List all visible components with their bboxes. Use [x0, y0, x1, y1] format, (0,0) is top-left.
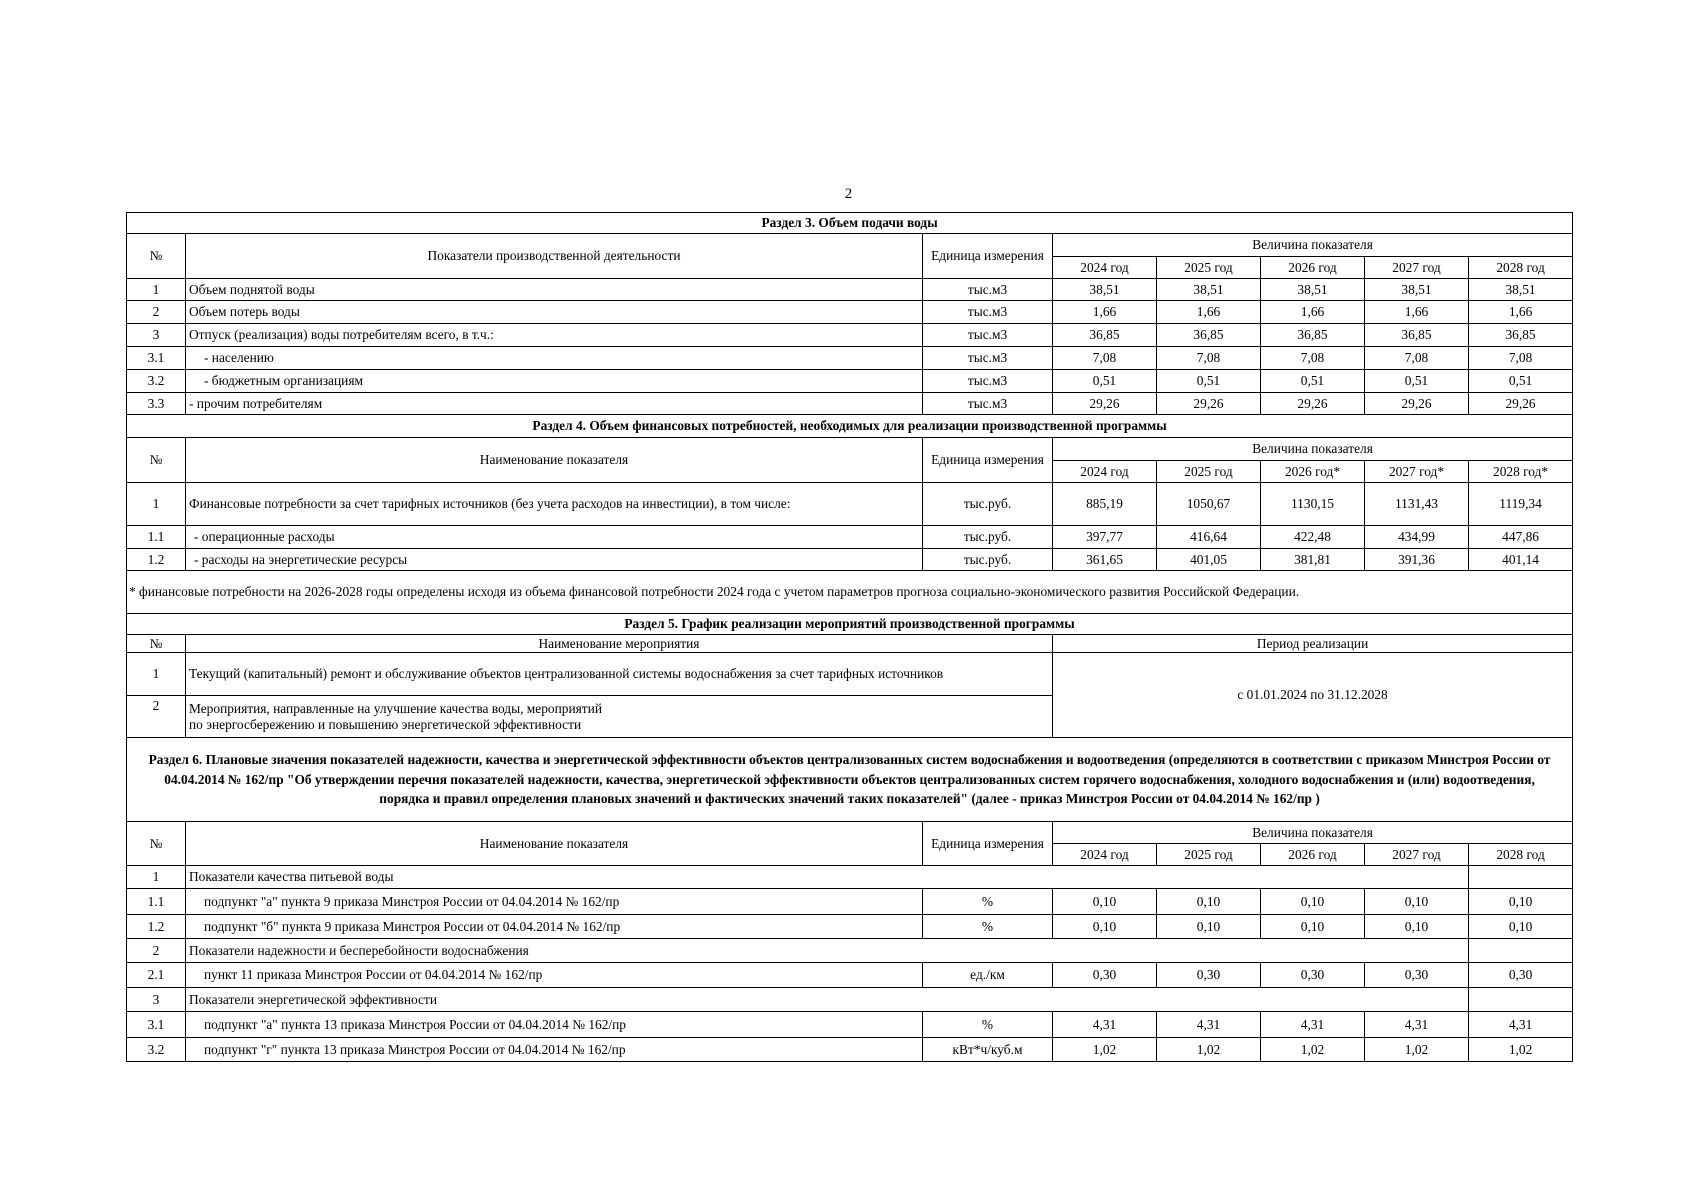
group-num: 1 — [127, 866, 186, 889]
row-name: подпункт "а" пункта 9 приказа Минстроя России от 04.04.2014 № 162/пр — [186, 889, 923, 915]
sec4-col-num: № — [127, 438, 186, 483]
row-num: 1.2 — [127, 549, 186, 571]
row-value: 0,10 — [1469, 889, 1573, 915]
table-row — [127, 370, 1573, 393]
sec3-col-unit: Единица измерения — [923, 234, 1053, 279]
row-value: 38,51 — [1365, 279, 1469, 301]
row-value: 29,26 — [1469, 393, 1573, 415]
group-num: 3 — [127, 988, 186, 1012]
sec6-col-unit: Единица измерения — [923, 822, 1053, 866]
row-value: 36,85 — [1261, 324, 1365, 347]
row-name — [186, 696, 1053, 738]
row-num: 3.1 — [127, 347, 186, 370]
group-name: Показатели энергетической эффективности — [186, 988, 1469, 1012]
row-name-line: Мероприятия, направленные на улучшение качества воды, мероприятий — [189, 701, 602, 717]
sec5-title: Раздел 5. График реализации мероприятий производственной программы — [127, 614, 1573, 635]
sec4-title-row — [127, 415, 1573, 438]
row-value: 0,30 — [1365, 963, 1469, 988]
sec3-year: 2026 год — [1261, 257, 1365, 279]
row-value: 1,66 — [1261, 301, 1365, 324]
sec3-year: 2028 год — [1469, 257, 1573, 279]
row-value: 29,26 — [1365, 393, 1469, 415]
row-unit: тыс.м3 — [923, 393, 1053, 415]
row-num: 3.2 — [127, 370, 186, 393]
row-value: 0,51 — [1157, 370, 1261, 393]
row-value: 38,51 — [1261, 279, 1365, 301]
row-value: 7,08 — [1261, 347, 1365, 370]
document-tables — [126, 212, 1572, 1101]
table-row — [127, 526, 1573, 549]
footnote-row — [127, 571, 1573, 614]
row-name: Объем поднятой воды — [186, 279, 923, 301]
page-number: 2 — [844, 186, 853, 202]
row-value: 0,10 — [1261, 915, 1365, 939]
row-value: 1,02 — [1365, 1038, 1469, 1062]
sec5-col-num: № — [127, 635, 186, 653]
sec4-title: Раздел 4. Объем финансовых потребностей, необходимых для реализации производственной программы — [127, 415, 1573, 438]
row-value: 36,85 — [1157, 324, 1261, 347]
row-num: 1 — [127, 483, 186, 526]
row-value: 29,26 — [1053, 393, 1157, 415]
sec3-year: 2024 год — [1053, 257, 1157, 279]
sec3-col-name: Показатели производственной деятельности — [186, 234, 923, 279]
row-value: 422,48 — [1261, 526, 1365, 549]
row-value: 0,10 — [1053, 915, 1157, 939]
row-value: 4,31 — [1469, 1012, 1573, 1038]
sec3-header-row — [127, 234, 1573, 257]
row-num: 3.1 — [127, 1012, 186, 1038]
row-value: 0,10 — [1365, 889, 1469, 915]
group-name: Показатели качества питьевой воды — [186, 866, 1469, 889]
row-name: Отпуск (реализация) воды потребителям всего, в т.ч.: — [186, 324, 923, 347]
row-unit: тыс.руб. — [923, 549, 1053, 571]
sec6-year: 2024 год — [1053, 844, 1157, 866]
row-unit: % — [923, 915, 1053, 939]
row-value: 391,36 — [1365, 549, 1469, 571]
row-value: 0,30 — [1157, 963, 1261, 988]
row-value: 401,14 — [1469, 549, 1573, 571]
sec4-footnote: * финансовые потребности на 2026-2028 годы определены исходя из объема финансовой потребности 2024 года с учетом параметров прогноза социально-экономического развития Российской Федерации. — [127, 571, 1573, 614]
row-value: 1,02 — [1261, 1038, 1365, 1062]
row-name: Финансовые потребности за счет тарифных источников (без учета расходов на инвестиции), в том числе: — [186, 483, 923, 526]
row-value: 4,31 — [1053, 1012, 1157, 1038]
row-value: 0,30 — [1053, 963, 1157, 988]
row-value: 0,51 — [1365, 370, 1469, 393]
sec6-year: 2027 год — [1365, 844, 1469, 866]
row-name: подпункт "б" пункта 9 приказа Минстроя России от 04.04.2014 № 162/пр — [186, 915, 923, 939]
empty-cell — [1469, 988, 1573, 1012]
row-num: 1.1 — [127, 526, 186, 549]
row-unit: тыс.м3 — [923, 279, 1053, 301]
group-row — [127, 988, 1573, 1012]
row-value: 401,05 — [1157, 549, 1261, 571]
row-value: 38,51 — [1157, 279, 1261, 301]
empty-cell — [1469, 939, 1573, 963]
row-value: 0,10 — [1365, 915, 1469, 939]
row-unit: тыс.руб. — [923, 483, 1053, 526]
row-value: 0,10 — [1157, 915, 1261, 939]
row-value: 1,66 — [1365, 301, 1469, 324]
row-unit: тыс.руб. — [923, 526, 1053, 549]
row-value: 0,10 — [1157, 889, 1261, 915]
sec4-col-name: Наименование показателя — [186, 438, 923, 483]
row-num: 1.1 — [127, 889, 186, 915]
row-num: 1.2 — [127, 915, 186, 939]
row-value: 1050,67 — [1157, 483, 1261, 526]
row-num: 1 — [127, 653, 186, 696]
row-value: 0,51 — [1261, 370, 1365, 393]
table-row — [127, 324, 1573, 347]
row-value: 4,31 — [1365, 1012, 1469, 1038]
group-row — [127, 939, 1573, 963]
sec4-col-value: Величина показателя — [1053, 438, 1573, 461]
sec3-title: Раздел 3. Объем подачи воды — [127, 213, 1573, 234]
row-name: подпункт "а" пункта 13 приказа Минстроя России от 04.04.2014 № 162/пр — [186, 1012, 923, 1038]
row-value: 1,02 — [1053, 1038, 1157, 1062]
row-value: 361,65 — [1053, 549, 1157, 571]
table-row — [127, 1038, 1573, 1062]
row-value: 1131,43 — [1365, 483, 1469, 526]
table-row — [127, 279, 1573, 301]
row-value: 0,10 — [1261, 889, 1365, 915]
row-num: 2.1 — [127, 963, 186, 988]
row-value: 4,31 — [1261, 1012, 1365, 1038]
table-row — [127, 393, 1573, 415]
sec5-col-name: Наименование мероприятия — [186, 635, 1053, 653]
row-value: 0,30 — [1469, 963, 1573, 988]
row-value: 381,81 — [1261, 549, 1365, 571]
sec3-col-value: Величина показателя — [1053, 234, 1573, 257]
row-unit: тыс.м3 — [923, 370, 1053, 393]
row-value: 0,51 — [1469, 370, 1573, 393]
sec6-title: Раздел 6. Плановые значения показателей надежности, качества и энергетической эффективности объектов централизованных систем водоснабжения и водоотведения (определяются в соответствии с приказом Минстроя России от 04.04.2014 № 162/пр "Об утверждении перечня показателей надежности, качества, энергетической эффективности объектов централизованных систем горячего водоснабжения, холодного водоснабжения и (или) водоотведения, порядка и правил определения плановых значений и фактических значений таких показателей" (далее - приказ Минстроя России от 04.04.2014 № 162/пр ) — [127, 738, 1573, 822]
table-row — [127, 483, 1573, 526]
row-unit: кВт*ч/куб.м — [923, 1038, 1053, 1062]
group-name: Показатели надежности и бесперебойности водоснабжения — [186, 939, 1469, 963]
row-value: 0,51 — [1053, 370, 1157, 393]
row-unit: % — [923, 1012, 1053, 1038]
row-value: 29,26 — [1261, 393, 1365, 415]
table-row — [127, 963, 1573, 988]
row-value: 38,51 — [1469, 279, 1573, 301]
row-num: 3.3 — [127, 393, 186, 415]
row-value: 1,02 — [1469, 1038, 1573, 1062]
row-value: 36,85 — [1365, 324, 1469, 347]
sec4-year: 2027 год* — [1365, 461, 1469, 483]
sec4-year: 2028 год* — [1469, 461, 1573, 483]
row-unit: тыс.м3 — [923, 324, 1053, 347]
empty-cell — [1469, 866, 1573, 889]
table-row — [127, 301, 1573, 324]
row-value: 416,64 — [1157, 526, 1261, 549]
row-name: подпункт "г" пункта 13 приказа Минстроя России от 04.04.2014 № 162/пр — [186, 1038, 923, 1062]
row-value: 0,30 — [1261, 963, 1365, 988]
row-unit: % — [923, 889, 1053, 915]
row-unit: ед./км — [923, 963, 1053, 988]
sec3-year: 2025 год — [1157, 257, 1261, 279]
row-value: 7,08 — [1365, 347, 1469, 370]
row-value: 0,10 — [1053, 889, 1157, 915]
sec3-year: 2027 год — [1365, 257, 1469, 279]
sec5-period: с 01.01.2024 по 31.12.2028 — [1053, 653, 1573, 738]
table-row — [127, 653, 1573, 696]
row-value: 1,66 — [1053, 301, 1157, 324]
row-value: 1,66 — [1157, 301, 1261, 324]
sec5-title-row — [127, 614, 1573, 635]
row-num: 2 — [127, 696, 186, 738]
sec6-header-row — [127, 822, 1573, 844]
row-value: 1130,15 — [1261, 483, 1365, 526]
sec4-year: 2025 год — [1157, 461, 1261, 483]
row-value: 4,31 — [1157, 1012, 1261, 1038]
table-row — [127, 347, 1573, 370]
sec3-title-row — [127, 213, 1573, 234]
row-value: 0,10 — [1469, 915, 1573, 939]
row-num: 1 — [127, 279, 186, 301]
sec4-header-row — [127, 438, 1573, 461]
row-name: Текущий (капитальный) ремонт и обслуживание объектов централизованной системы водоснабжения за счет тарифных источников — [186, 653, 1053, 696]
sec4-year: 2024 год — [1053, 461, 1157, 483]
row-name: - операционные расходы — [186, 526, 923, 549]
row-value: 397,77 — [1053, 526, 1157, 549]
row-value: 434,99 — [1365, 526, 1469, 549]
sec5-col-period: Период реализации — [1053, 635, 1573, 653]
sec6-year: 2025 год — [1157, 844, 1261, 866]
sec6-col-value: Величина показателя — [1053, 822, 1573, 844]
row-num: 3 — [127, 324, 186, 347]
sec6-year: 2026 год — [1261, 844, 1365, 866]
sec6-title-row — [127, 738, 1573, 822]
row-value: 29,26 — [1157, 393, 1261, 415]
row-name-line: по энергосбережению и повышению энергетической эффективности — [189, 716, 582, 732]
row-name: - расходы на энергетические ресурсы — [186, 549, 923, 571]
row-unit: тыс.м3 — [923, 301, 1053, 324]
table-row — [127, 1012, 1573, 1038]
sec3-col-num: № — [127, 234, 186, 279]
row-value: 36,85 — [1053, 324, 1157, 347]
sec6-col-num: № — [127, 822, 186, 866]
row-value: 1,02 — [1157, 1038, 1261, 1062]
row-name: - прочим потребителям — [186, 393, 923, 415]
row-value: 885,19 — [1053, 483, 1157, 526]
sec5-header-row — [127, 635, 1573, 653]
sec4-col-unit: Единица измерения — [923, 438, 1053, 483]
table-row — [127, 549, 1573, 571]
row-value: 447,86 — [1469, 526, 1573, 549]
row-value: 7,08 — [1053, 347, 1157, 370]
row-value: 1119,34 — [1469, 483, 1573, 526]
row-value: 7,08 — [1469, 347, 1573, 370]
row-unit: тыс.м3 — [923, 347, 1053, 370]
table-row — [127, 915, 1573, 939]
group-num: 2 — [127, 939, 186, 963]
row-name: Объем потерь воды — [186, 301, 923, 324]
row-num: 2 — [127, 301, 186, 324]
production-program-table — [126, 212, 1573, 1062]
row-value: 1,66 — [1469, 301, 1573, 324]
row-value: 38,51 — [1053, 279, 1157, 301]
group-row — [127, 866, 1573, 889]
sec6-col-name: Наименование показателя — [186, 822, 923, 866]
row-name: пункт 11 приказа Минстроя России от 04.04.2014 № 162/пр — [186, 963, 923, 988]
table-row — [127, 889, 1573, 915]
sec4-year: 2026 год* — [1261, 461, 1365, 483]
sec6-year: 2028 год — [1469, 844, 1573, 866]
row-value: 36,85 — [1469, 324, 1573, 347]
row-num: 3.2 — [127, 1038, 186, 1062]
row-name: - населению — [186, 347, 923, 370]
row-name: - бюджетным организациям — [186, 370, 923, 393]
row-value: 7,08 — [1157, 347, 1261, 370]
